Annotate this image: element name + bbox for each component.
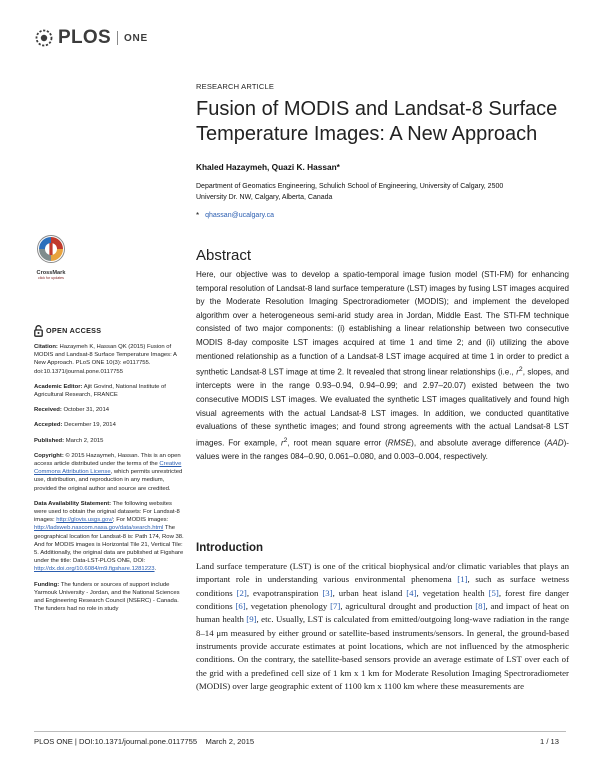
superscript-2b: 2 (283, 436, 288, 444)
open-access-label: OPEN ACCESS (46, 325, 102, 335)
crossmark-badge[interactable] (36, 234, 66, 280)
introduction-heading: Introduction (196, 542, 264, 554)
published-text: March 2, 2015 (64, 437, 104, 444)
ref-8-link[interactable]: [8] (475, 601, 486, 612)
r-symbol: r (516, 367, 519, 377)
ref-2-link[interactable]: [2] (236, 587, 247, 598)
email-link[interactable]: qhassan@ucalgary.ca (205, 212, 274, 219)
corresponding-marker: * (196, 211, 200, 220)
abstract-text-4: ), and absolute average difference ( (411, 438, 547, 448)
authors: Khaled Hazaymeh, Quazi K. Hassan* (196, 162, 340, 172)
glovis-link[interactable]: http://glovis.usgs.gov/ (56, 517, 113, 524)
article-info-sidebar (34, 325, 186, 620)
accepted-date (34, 421, 186, 429)
intro-text-5: , vegetation health (416, 587, 489, 598)
logo-plos-text: PLOS (58, 27, 111, 48)
ladsweb-link[interactable]: http://ladsweb.nascom.nasa.gov/data/search.html (34, 525, 164, 532)
intro-text-6: , forest fire danger conditions (196, 587, 569, 612)
logo-divider (117, 31, 118, 45)
data-text-1: The following websites were used to obtain the original datasets: For Landsat-8 images: (34, 500, 180, 524)
footer-citation: PLOS ONE | DOI:10.1371/journal.pone.0117755 March 2, 2015 (34, 737, 255, 746)
abstract-body (196, 268, 569, 464)
data-availability (34, 500, 186, 574)
figshare-link[interactable]: http://dx.doi.org/10.6084/m9.figshare.1281223 (34, 566, 155, 573)
citation-label: Citation: (34, 344, 58, 350)
funding-text: The funders or sources of support include Yarmouk University - Jordan, and the National Sciences and Engineering Research Council (NSERC) - Canada. The funders had no role in study (34, 581, 180, 613)
abstract-text-5: )-values were in the ranges 084–0.90, 0.061–0.080, and 0.003–0.004, respectively. (196, 438, 569, 462)
open-access-badge (34, 325, 186, 337)
crossmark-label: CrossMark (36, 270, 66, 276)
data-text-3: The geographical location for Landsat-8 is: Path 174, Row 38. And for MODIS images is Horizontal Tile 21, Vertical Tile: 5. Additionally, the original data are published at Figshare under the title: Data-LST-PLOS ONE, DOI: (34, 525, 184, 565)
intro-text-9: , and impact of heat on human health (196, 601, 569, 625)
introduction-body (196, 560, 569, 693)
rmse-term: RMSE (387, 438, 412, 448)
ref-4-link[interactable]: [4] (406, 587, 417, 598)
data-text-4: . (154, 566, 157, 573)
citation (34, 343, 186, 376)
license-link[interactable]: Creative Commons Attribution License (34, 461, 182, 476)
ref-7-link[interactable]: [7] (330, 601, 341, 612)
editor-text: Ajit Govind, National Institute of Agricultural Research, FRANCE (34, 383, 166, 399)
academic-editor (34, 383, 186, 399)
intro-text-1: Land surface temperature (LST) is one of the critical biophysical and/or climatic variables that plays an important role in understanding various environmental phenomena (196, 561, 569, 585)
aad-term: AAD (546, 438, 564, 448)
copyright-text-1: © 2015 Hazaymeh, Hassan. This is an open access article distributed under the terms of the (34, 452, 181, 468)
accepted-label: Accepted: (34, 422, 63, 429)
accepted-text: December 19, 2014 (62, 422, 116, 429)
superscript-2: 2 (518, 366, 523, 374)
intro-text-3: , evapotranspiration (246, 587, 323, 598)
published-label: Published: (34, 437, 65, 444)
affiliation: Department of Geomatics Engineering, Schulich School of Engineering, University of Calgary, 2500 University Dr. NW, Calgary, Alberta, Canada (196, 183, 504, 201)
crossmark-sub: click for updates (38, 276, 64, 280)
crossmark-icon (36, 234, 66, 264)
page-number: 1 / 13 (540, 737, 559, 746)
funding (34, 581, 186, 614)
ref-6-link[interactable]: [6] (235, 601, 246, 612)
article-type: RESEARCH ARTICLE (196, 82, 275, 91)
received-label: Received: (34, 407, 62, 414)
received-date (34, 406, 186, 414)
abstract-text-1: Here, our objective was to develop a spatio-temporal image fusion model (STI-FM) for enhancing temporal resolution of Landsat-8 land surface temperature (LST) images by fusing LST images acquired by the Moderate Resolution Imaging Spectroradiometer (MODIS); and implement the developed algorithm over a heterogeneous semi-arid study area in Jordan, Middle East. The STI-FM technique consisted of two major components: (i) establishing a linear relationship between two consecutive MODIS 8-day composite LST images acquired at time 1 and time 2; and (ii) utilizing the above mentioned relationship as a function of a Landsat-8 LST image acquired at time 1 in order to predict a synthetic Landsat-8 LST image at time 2. It revealed that strong linear relationships (i.e., (196, 270, 569, 377)
article-title: Fusion of MODIS and Landsat-8 Surface Temperature Images: A New Approach (196, 98, 558, 145)
copyright-label: Copyright: (34, 452, 64, 459)
plos-logo-icon (34, 28, 54, 48)
intro-text-2: , such as surface wetness conditions (196, 574, 569, 598)
citation-text: Hazaymeh K, Hassan QK (2015) Fusion of MODIS and Landsat-8 Surface Temperature Images: A New Approach. PLoS ONE 10(3): e0117755. doi:10.1371/journal.pone.0117755 (34, 344, 177, 375)
editor-label: Academic Editor: (34, 383, 83, 390)
received-text: October 31, 2014 (61, 407, 110, 414)
funding-label: Funding: (34, 581, 60, 588)
data-availability-label: Data Availability Statement: (34, 500, 112, 507)
published-date (34, 437, 186, 445)
r-symbol-2: r (280, 438, 284, 448)
intro-text-7: , vegetation phenology (245, 601, 331, 612)
intro-text-4: , urban heat island (332, 587, 407, 598)
corresponding-email (196, 211, 274, 220)
abstract-text-2: , slopes, and intercepts were in the range 0.93–0.94, 0.94–0.99; and 2.97–20.07) existed between the two consecutive MODIS LST images. We evaluated the synthetic LST images qualitatively and found high visual agreements with the actual Landsat-8 LST images. In addition, we conducted quantitative evaluations of these synthetic images; and found strong agreements with the actual Landsat-8 LST images. For example, (196, 367, 569, 448)
ref-3-link[interactable]: [3] (322, 587, 333, 598)
ref-9-link[interactable]: [9] (246, 614, 257, 625)
logo-journal-text: ONE (123, 32, 149, 44)
abstract-heading: Abstract (196, 247, 252, 264)
copyright (34, 452, 186, 493)
open-lock-icon (34, 325, 43, 337)
data-text-2: ; For MODIS images: (112, 517, 169, 524)
plos-one-logo (34, 28, 148, 48)
intro-text-10: , etc. Usually, LST is calculated from emitted/outgoing long-wave radiation in the range 8–14 μm measured by either ground or satellite-based instruments/sensors. In general, the ground-based instruments provide accurate estimates at point locations, which are not influenced by the atmospheric conditions. On the contrary, the satellite-based sensors provide an average estimate of LST over each of the grid with a predefined cell size of 1 km x 1 km for Moderate Resolution Imaging Spectroradiometer (MODIS) over large geographic extent of 1100 km x 1100 km where these measurements are (196, 614, 569, 692)
intro-text-8: , agricultural drought and production (340, 601, 476, 612)
ref-1-link[interactable]: [1] (457, 574, 468, 585)
footer-divider (34, 731, 566, 732)
abstract-text-3: , root mean square error ( (287, 438, 388, 448)
ref-5-link[interactable]: [5] (488, 587, 499, 598)
copyright-text-2: , which permits unrestricted use, distribution, and reproduction in any medium, provided the original author and source are credited. (34, 469, 183, 492)
